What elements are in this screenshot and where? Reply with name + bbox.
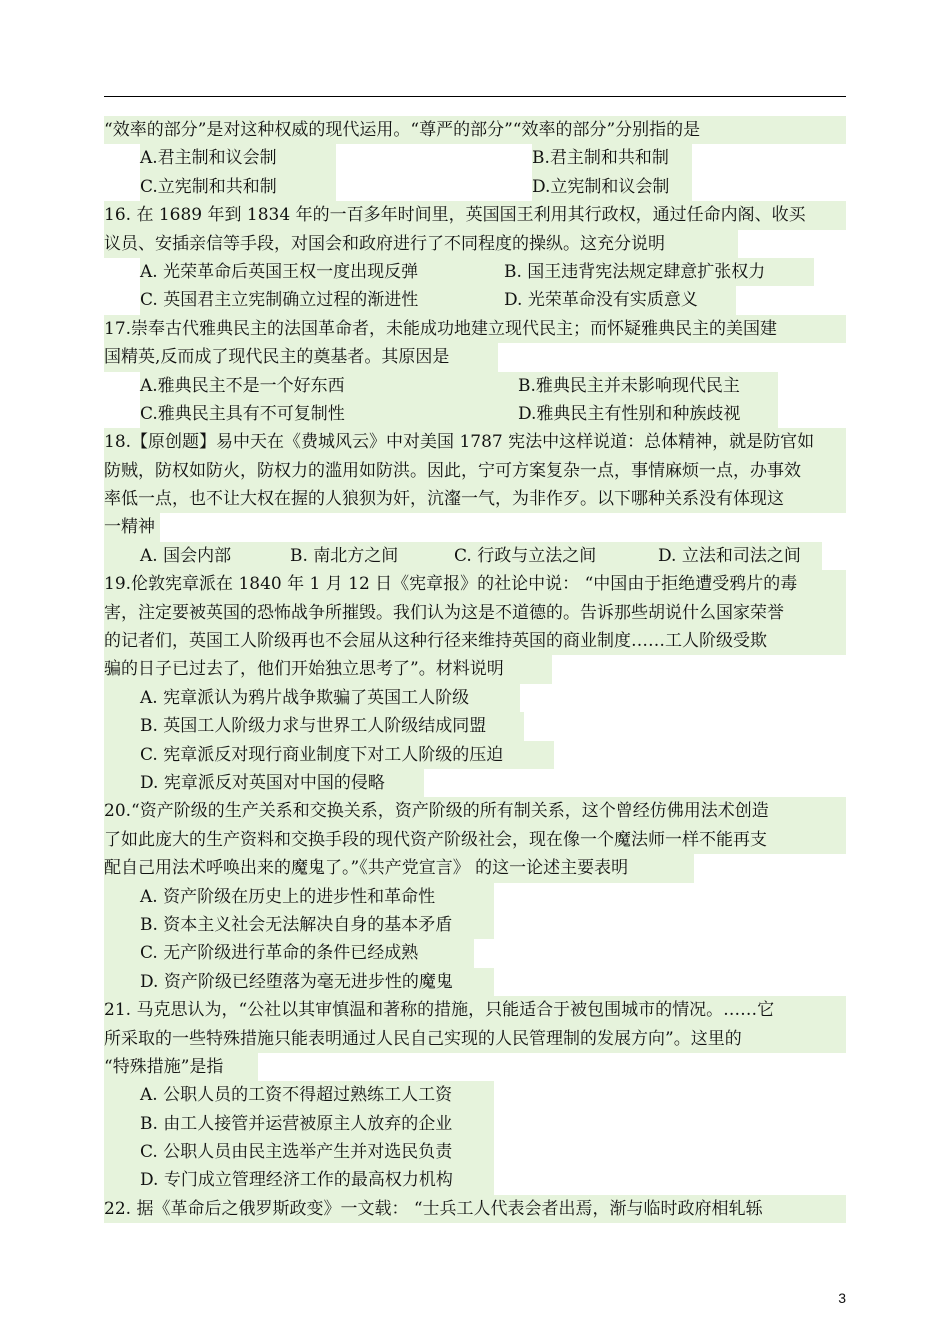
question-16-options-row-2 <box>104 286 846 314</box>
question-22-line-1: 22. 据《革命后之俄罗斯政变》一文载： “士兵工人代表会者出焉，渐与临时政府相轧轹 <box>104 1195 846 1223</box>
question-17-line-1: 17.崇奉古代雅典民主的法国革命者，未能成功地建立现代民主；而怀疑雅典民主的美国建 <box>104 315 846 343</box>
question-21-line-2: 所采取的一些特殊措施只能表明通过人民自己实现的人民管理制的发展方向”。这里的 <box>104 1025 846 1053</box>
option-b: B. 国王违背宪法规定肆意扩张权力 <box>504 258 814 286</box>
question-15-options-row-1 <box>104 144 846 172</box>
page-number: 3 <box>838 1290 846 1306</box>
question-21-option-c: C. 公职人员由民主选举产生并对选民负责 <box>104 1138 846 1166</box>
question-16-line-2: 议员、安插亲信等手段，对国会和政府进行了不同程度的操纵。这充分说明 <box>104 230 738 258</box>
question-18-line-4: 一精神 <box>104 513 160 541</box>
option-b: B.雅典民主并未影响现代民主 <box>518 372 778 400</box>
question-16-line-1: 16. 在 1689 年到 1834 年的一百多年时间里，英国国王利用其行政权，通过任命内阁、收买 <box>104 201 846 229</box>
option-d: D. 立法和司法之间 <box>658 545 801 566</box>
option-c: C. 英国君主立宪制确立过程的渐进性 <box>140 286 504 314</box>
question-15-options-row-2 <box>104 173 846 201</box>
option-c: C.立宪制和共和制 <box>140 173 336 201</box>
question-15-tail: “效率的部分”是对这种权威的现代运用。“尊严的部分”“效率的部分”分别指的是 <box>104 116 846 144</box>
option-d: D.立宪制和议会制 <box>532 173 692 201</box>
question-21-line-1: 21. 马克思认为，“公社以其审慎温和著称的措施，只能适合于被包围城市的情况。……它 <box>104 996 846 1024</box>
question-20-option-a: A. 资产阶级在历史上的进步性和革命性 <box>104 883 846 911</box>
question-21-option-d: D. 专门成立管理经济工作的最高权力机构 <box>104 1166 846 1194</box>
question-19-line-3: 的记者们，英国工人阶级再也不会屈从这种行径来维持英国的商业制度……工人阶级受欺 <box>104 627 846 655</box>
question-18-options-row <box>104 542 822 570</box>
option-d: D. 光荣革命没有实质意义 <box>504 286 736 314</box>
question-19-line-1: 19.伦敦宪章派在 1840 年 1 月 12 日《宪章报》的社论中说： “中国由于拒绝遭受鸦片的毒 <box>104 570 846 598</box>
option-b: B. 南北方之间 <box>290 545 399 566</box>
question-19-line-2: 害，注定要被英国的恐怖战争所摧毁。我们认为这是不道德的。告诉那些胡说什么国家荣誉 <box>104 599 846 627</box>
question-18-line-2: 防贼，防权如防火，防权力的滥用如防洪。因此，宁可方案复杂一点，事情麻烦一点，办事效 <box>104 457 846 485</box>
option-c: C. 行政与立法之间 <box>454 545 597 566</box>
option-a: A.雅典民主不是一个好东西 <box>140 372 518 400</box>
option-a: A.君主制和议会制 <box>140 144 336 172</box>
question-19-line-4: 骗的日子已过去了，他们开始独立思考了”。材料说明 <box>104 655 552 683</box>
option-a: A. 光荣革命后英国王权一度出现反弹 <box>140 258 504 286</box>
question-19-option-a: A. 宪章派认为鸦片战争欺骗了英国工人阶级 <box>104 684 846 712</box>
question-19-option-c: C. 宪章派反对现行商业制度下对工人阶级的压迫 <box>104 741 846 769</box>
question-20-option-b: B. 资本主义社会无法解决自身的基本矛盾 <box>104 911 846 939</box>
question-20-option-d: D. 资产阶级已经堕落为毫无进步性的魔鬼 <box>104 968 846 996</box>
option-b: B.君主制和共和制 <box>532 144 692 172</box>
question-17-options-row-1 <box>104 372 846 400</box>
question-19-option-b: B. 英国工人阶级力求与世界工人阶级结成同盟 <box>104 712 846 740</box>
option-a: A. 国会内部 <box>140 545 232 566</box>
exam-page-content <box>104 116 846 1223</box>
question-16-options-row-1 <box>104 258 846 286</box>
question-21-line-3: “特殊措施”是指 <box>104 1053 258 1081</box>
question-17-line-2: 国精英,反而成了现代民主的奠基者。其原因是 <box>104 343 498 371</box>
question-18-line-1: 18.【原创题】易中天在《费城风云》中对美国 1787 宪法中这样说道：总体精神，就是防官如 <box>104 428 846 456</box>
question-21-option-a: A. 公职人员的工资不得超过熟练工人工资 <box>104 1081 846 1109</box>
option-d: D.雅典民主有性别和种族歧视 <box>518 400 778 428</box>
question-19-option-d: D. 宪章派反对英国对中国的侵略 <box>104 769 846 797</box>
question-20-option-c: C. 无产阶级进行革命的条件已经成熟 <box>104 939 846 967</box>
question-20-line-2: 了如此庞大的生产资料和交换手段的现代资产阶级社会，现在像一个魔法师一样不能再支 <box>104 826 846 854</box>
question-21-option-b: B. 由工人接管并运营被原主人放弃的企业 <box>104 1110 846 1138</box>
option-c: C.雅典民主具有不可复制性 <box>140 400 518 428</box>
question-20-line-1: 20.“资产阶级的生产关系和交换关系，资产阶级的所有制关系，这个曾经仿佛用法术创造 <box>104 797 846 825</box>
header-rule <box>104 96 846 97</box>
question-18-line-3: 率低一点，也不让大权在握的人狼狈为奸，沆瀣一气，为非作歹。以下哪种关系没有体现这 <box>104 485 846 513</box>
question-17-options-row-2 <box>104 400 846 428</box>
question-20-line-3: 配自己用法术呼唤出来的魔鬼了。”《共产党宣言》 的这一论述主要表明 <box>104 854 694 882</box>
